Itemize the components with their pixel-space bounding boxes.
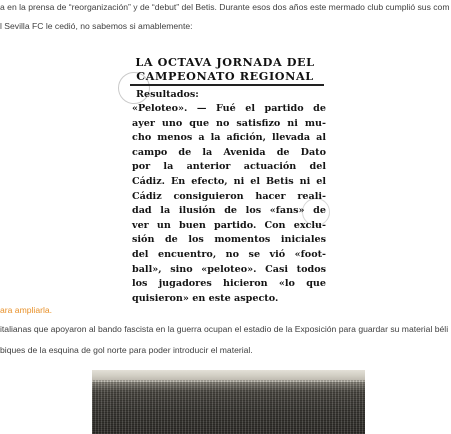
article-text-line: italianas que apoyaron al bando fascista en la guerra ocupan el estadio de la Exposición para guardar su material béli — [0, 324, 449, 334]
clipping-line: campo de la Avenida de Dato — [132, 146, 326, 158]
clipping-line: ball», sino «peloteo». Casi todos — [132, 263, 326, 275]
article-text-line: l Sevilla FC le cedió, no sabemos si amablemente: — [0, 21, 193, 31]
clipping-line: Cádiz. En efecto, ni el Betis ni el — [132, 175, 326, 187]
clipping-line: dad la ilusión de los «fans» de — [132, 205, 326, 217]
clipping-line: «Peloteo». — Fué el partido de — [132, 103, 326, 114]
clipping-heading: CAMPEONATO REGIONAL — [136, 69, 314, 83]
clipping-line: quisieron» en este aspecto. — [132, 292, 279, 304]
photo-crowd-texture — [92, 380, 365, 434]
clipping-line: sión de los momentos iniciales — [132, 234, 326, 246]
clipping-body — [132, 102, 326, 306]
clipping-line: los jugadores hicieron «lo que — [132, 278, 326, 290]
clipping-line: Cádiz consiguieron hacer reali- — [132, 190, 326, 202]
clipping-line: del encuentro, no se vió «foot- — [132, 248, 326, 260]
article-text-line: a en la prensa de “reorganización” y de “debut” del Betis. Durante esos dos años este mermado club cumplió sus com — [0, 2, 450, 12]
clipping-divider — [130, 84, 324, 86]
newspaper-clipping-image[interactable] — [114, 48, 336, 304]
clipping-line: ayer uno que no satisfizo ni mu- — [132, 117, 326, 129]
clipping-line: ver un buen partido. Con exclu- — [132, 219, 326, 231]
clipping-heading: LA OCTAVA JORNADA DEL — [135, 55, 315, 69]
clipping-line: por la anterior actuación del — [132, 161, 326, 173]
stadium-crowd-photo[interactable] — [92, 370, 365, 434]
article-text-line: biques de la esquina de gol norte para poder introducir el material. — [0, 345, 253, 355]
enlarge-image-link[interactable]: ara ampliarla. — [0, 305, 53, 315]
clipping-subheading: Resultados: — [136, 89, 199, 100]
clipping-line: cho menos a la afición, llevada al — [132, 132, 326, 144]
